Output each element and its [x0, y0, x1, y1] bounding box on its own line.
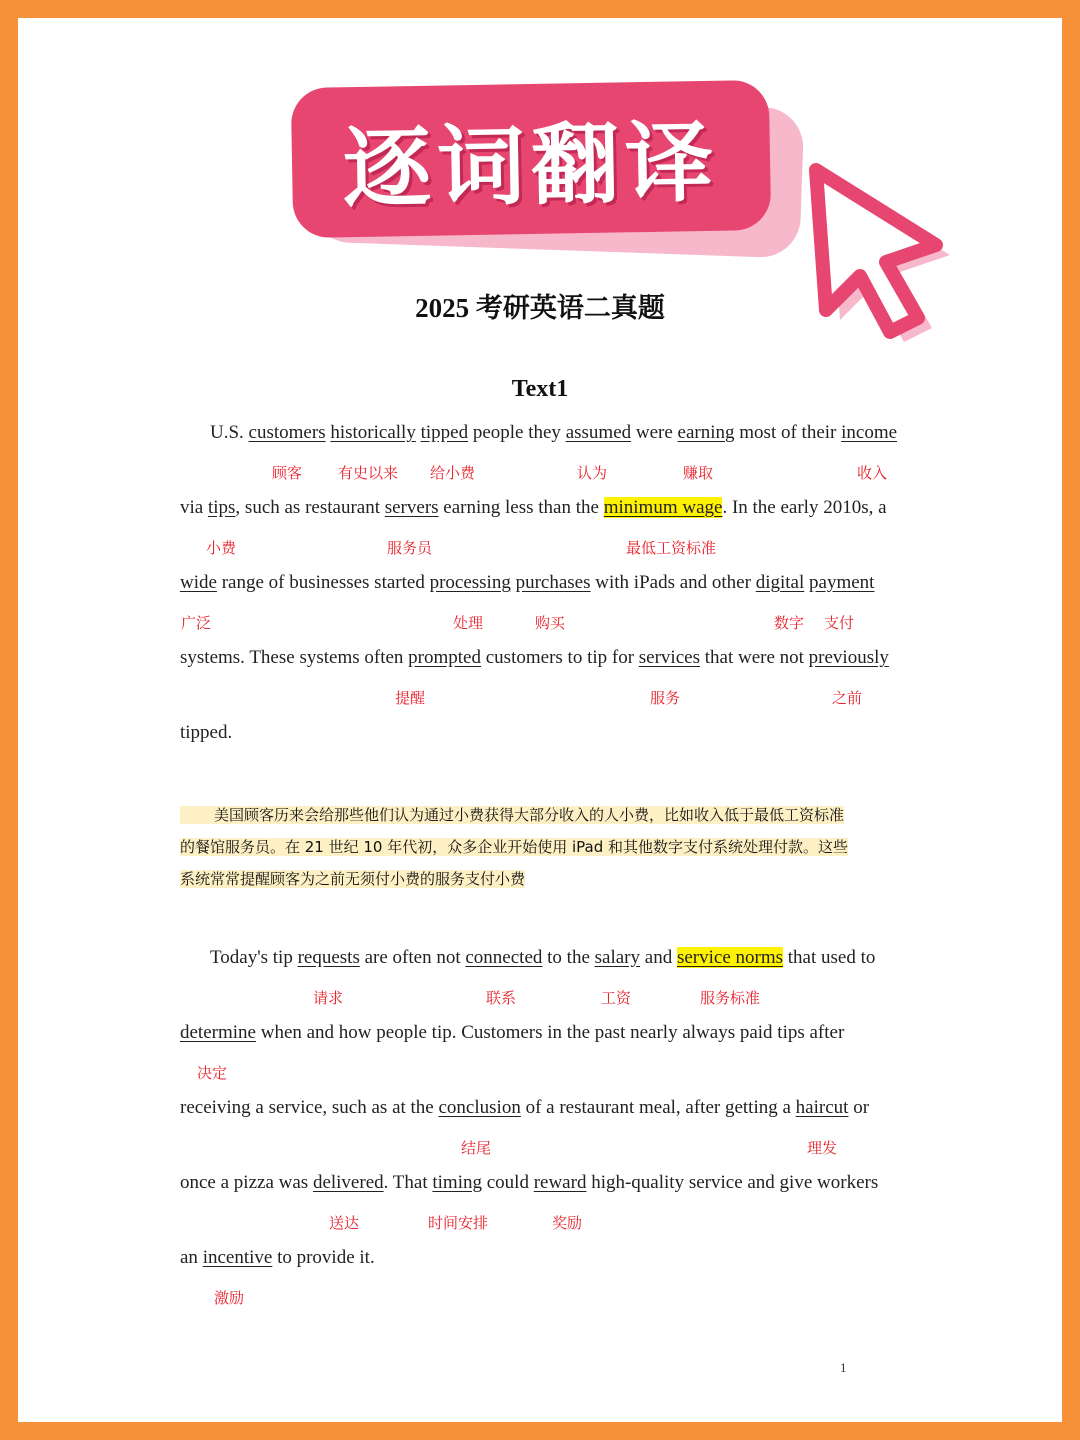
- gloss: 顾客: [272, 464, 303, 482]
- gloss: 激励: [214, 1289, 245, 1307]
- gloss: 购买: [535, 614, 566, 632]
- gloss: 送达: [329, 1214, 360, 1232]
- chinese-translation: [180, 799, 900, 895]
- gloss: 工资: [601, 989, 632, 1007]
- gloss: 给小费: [430, 464, 476, 482]
- p2-line-4: once a pizza was delivered. That timing could reward high-quality service and give workers: [180, 1172, 879, 1193]
- gloss: 时间安排: [428, 1214, 489, 1232]
- p2-line-5: an incentive to provide it.: [180, 1247, 375, 1268]
- gloss: 有史以来: [338, 464, 399, 482]
- gloss: 支付: [824, 614, 855, 632]
- section-title: Text1: [511, 376, 569, 402]
- p1-line-2: via tips, such as restaurant servers earning less than the minimum wage. In the early 2010s, a: [180, 497, 887, 518]
- p1-line-4: systems. These systems often prompted customers to tip for services that were not previously: [180, 647, 889, 668]
- gloss: 服务员: [387, 539, 433, 557]
- gloss: 决定: [197, 1064, 228, 1082]
- gloss: 联系: [486, 989, 517, 1007]
- exam-subtitle: 2025 考研英语二真题: [415, 293, 665, 323]
- p1-line-3: wide range of businesses started processing purchases with iPads and other digital payment: [180, 572, 875, 593]
- gloss: 赚取: [683, 464, 714, 482]
- gloss: 收入: [857, 464, 888, 482]
- translation-line-2: 的餐馆服务员。在 21 世纪 10 年代初，众多企业开始使用 iPad 和其他数字支付系统处理付款。这些: [180, 838, 849, 856]
- gloss: 奖励: [552, 1214, 583, 1232]
- page-number: 1: [840, 1360, 847, 1375]
- translation-line-3: 系统常常提醒顾客为之前无须付小费的服务支付小费: [180, 870, 526, 888]
- gloss: 之前: [832, 689, 863, 707]
- p1-line-1: U.S. customers historically tipped people they assumed were earning most of their income: [210, 422, 898, 443]
- gloss: 服务: [650, 689, 681, 707]
- p1-line-5: tipped.: [180, 722, 233, 743]
- p2-line-3: receiving a service, such as at the conclusion of a restaurant meal, after getting a haircut or: [180, 1097, 870, 1118]
- translation-line-1: 美国顾客历来会给那些他们认为通过小费获得大部分收入的人小费，比如收入低于最低工资标准: [180, 806, 844, 824]
- gloss: 小费: [206, 539, 237, 557]
- gloss: 服务标准: [700, 989, 761, 1007]
- gloss: 数字: [774, 614, 805, 632]
- gloss: 请求: [313, 989, 344, 1007]
- gloss: 理发: [807, 1139, 838, 1157]
- banner-title: 逐词翻译: [342, 110, 720, 221]
- gloss: 认为: [577, 464, 608, 482]
- gloss: 结尾: [461, 1139, 492, 1157]
- p2-line-2: determine when and how people tip. Customers in the past nearly always paid tips after: [180, 1022, 845, 1043]
- gloss: 处理: [453, 614, 484, 632]
- gloss: 最低工资标准: [626, 539, 717, 557]
- gloss: 提醒: [395, 689, 426, 707]
- p2-line-1: Today's tip requests are often not connected to the salary and service norms that used to: [210, 947, 876, 968]
- title-banner: [291, 80, 772, 238]
- gloss: 广泛: [181, 614, 212, 632]
